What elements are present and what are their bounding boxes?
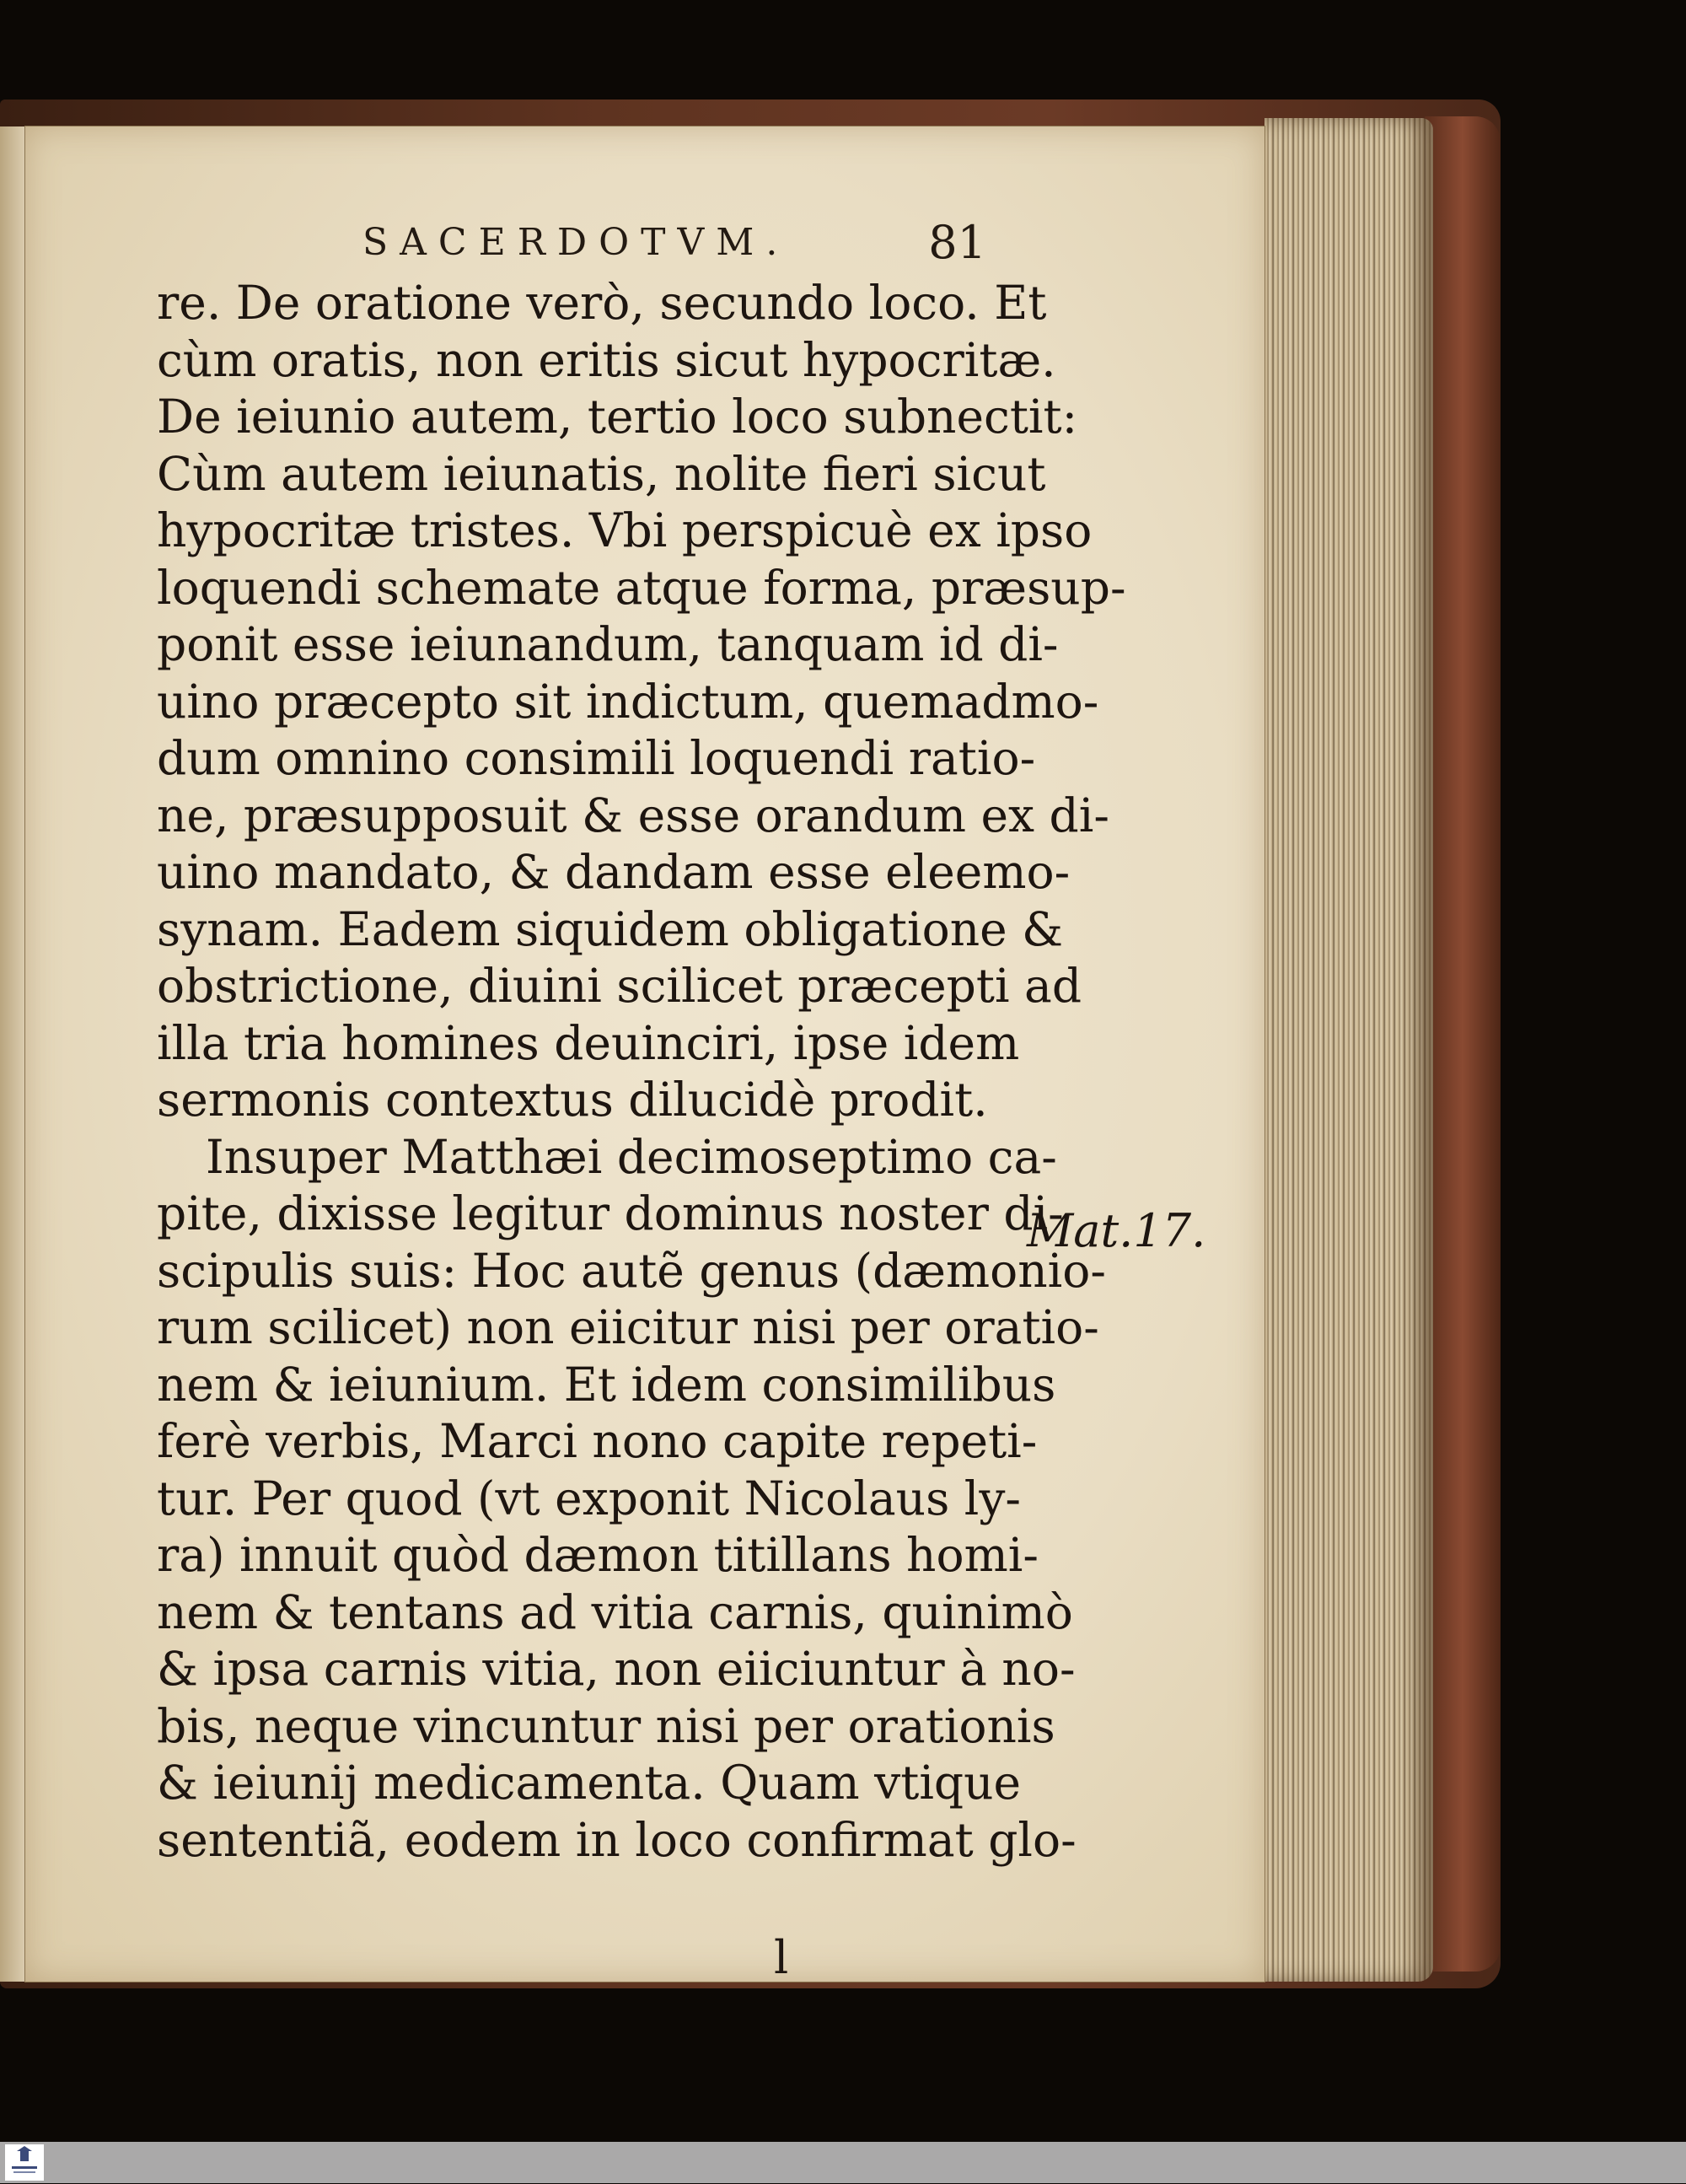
text-line: synam. Eadem siquidem obligatione & — [157, 901, 1064, 956]
text-line: bis, neque vincuntur nisi per orationis — [157, 1698, 1055, 1753]
text-line: loquendi schemate atque forma, præsup- — [157, 560, 1126, 615]
text-line: cùm oratis, non eritis sicut hypocritæ. — [157, 332, 1056, 387]
text-line: & ieiunij medicamenta. Quam vtique — [157, 1756, 1022, 1810]
page-number: 81 — [928, 216, 986, 269]
text-line: obstrictione, diuini scilicet præcepti ad — [157, 959, 1082, 1013]
library-logo-glyph — [5, 2144, 44, 2181]
text-line: tur. Per quod (vt exponit Nicolaus ly- — [157, 1471, 1022, 1525]
text-line: ferè verbis, Marci nono capite repeti- — [157, 1414, 1038, 1468]
text-line: Insuper Matthæi decimoseptimo ca- — [206, 1129, 1057, 1184]
text-line: illa tria homines deuinciri, ipse idem — [157, 1015, 1020, 1070]
text-line: nem & ieiunium. Et idem consimilibus — [157, 1357, 1056, 1412]
cover-edge — [1425, 116, 1501, 1972]
library-logo-icon — [5, 2144, 44, 2181]
text-line: scipulis suis: Hoc autẽ genus (dæmonio- — [157, 1243, 1106, 1298]
text-line: re. De oratione verò, secundo loco. Et — [157, 276, 1047, 330]
text-line: pite, dixisse legitur dominus noster di- — [157, 1186, 1064, 1240]
text-line: ponit esse ieiunandum, tanquam id di- — [157, 617, 1059, 671]
text-line: nem & tentans ad vitia carnis, quinimò — [157, 1584, 1073, 1639]
signature-mark: l — [774, 1931, 789, 1984]
text-line: uino præcepto sit indictum, quemadmo- — [157, 674, 1099, 729]
text-line: ra) innuit quòd dæmon titillans homi- — [157, 1528, 1039, 1582]
text-line: hypocritæ tristes. Vbi perspicuè ex ipso — [157, 503, 1093, 557]
text-line: De ieiunio autem, tertio loco subnectit: — [157, 390, 1078, 444]
text-line: rum scilicet) non eiicitur nisi per oratio- — [157, 1300, 1099, 1354]
running-head-title: SACERDOTVM. — [362, 221, 790, 264]
text-line: Cùm autem ieiunatis, nolite fieri sicut — [157, 446, 1046, 501]
viewer-bottom-bar — [0, 2142, 1686, 2183]
text-line: sermonis contextus dilucidè prodit. — [157, 1073, 988, 1127]
text-line: & ipsa carnis vitia, non eiiciuntur à no- — [157, 1642, 1076, 1696]
text-line: dum omnino consimili loquendi ratio- — [157, 731, 1036, 785]
book-page — [25, 126, 1264, 1982]
text-line: ne, præsupposuit & esse orandum ex di- — [157, 788, 1109, 842]
marginal-reference: Mat.17. — [1027, 1204, 1206, 1257]
text-line: uino mandato, & dandam esse eleemo- — [157, 845, 1071, 899]
text-line: sententiã, eodem in loco confirmat glo- — [157, 1812, 1077, 1867]
page-edges — [1264, 118, 1433, 1982]
